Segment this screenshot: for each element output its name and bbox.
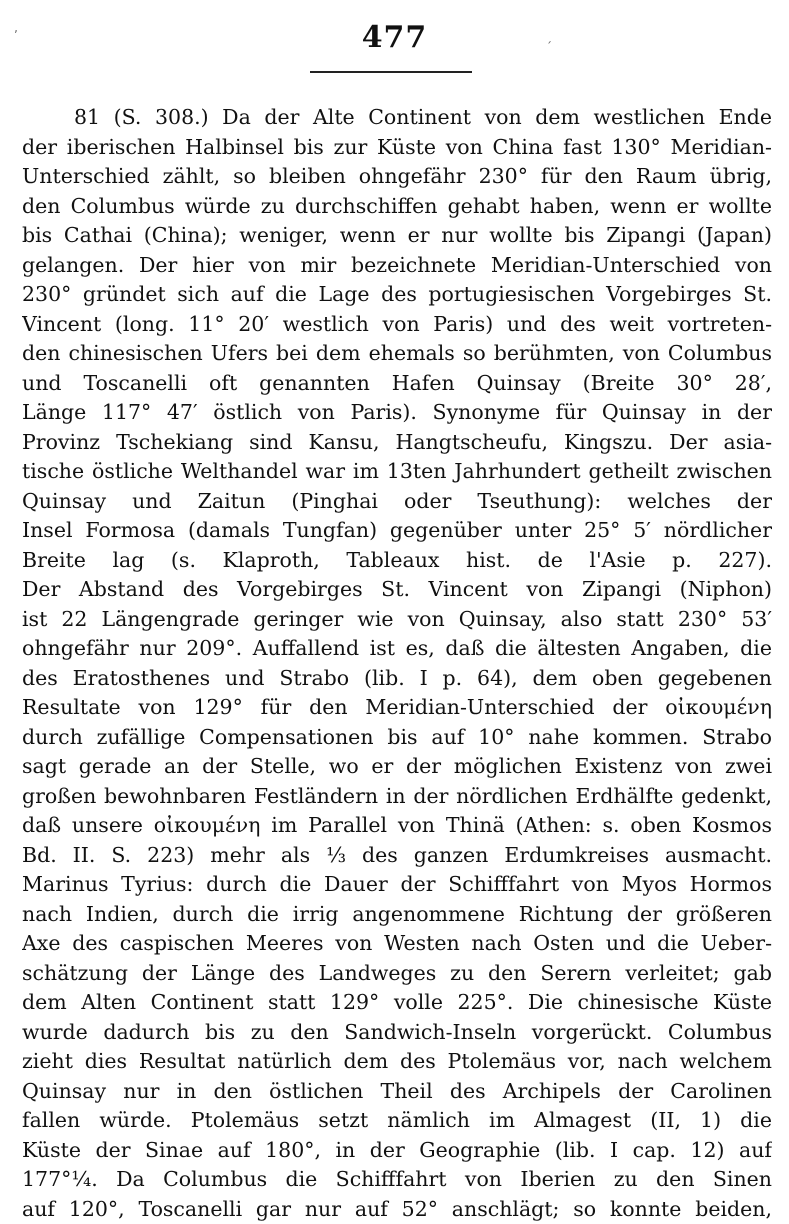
- text-line: Küste der Sinae auf 180°, in der Geographie (lib. I cap. 12) auf: [22, 1136, 772, 1166]
- text-line: den chinesischen Ufers bei dem ehemals so berühmten, von Columbus: [22, 339, 772, 369]
- text-line: 230° gründet sich auf die Lage des portugiesischen Vorgebirges St.: [22, 280, 772, 310]
- text-line: Provinz Tschekiang sind Kansu, Hangtscheufu, Kingszu. Der asia-: [22, 428, 772, 458]
- text-line: Insel Formosa (damals Tungfan) gegenüber unter 25° 5′ nördlicher: [22, 516, 772, 546]
- text-line: durch zufällige Compensationen bis auf 10° nahe kommen. Strabo: [22, 723, 772, 753]
- text-line: Quinsay und Zaitun (Pinghai oder Tseuthung): welches der: [22, 487, 772, 517]
- text-line: und Toscanelli oft genannten Hafen Quinsay (Breite 30° 28′,: [22, 369, 772, 399]
- text-line: den Columbus würde zu durchschiffen gehabt haben, wenn er wollte: [22, 192, 772, 222]
- text-line: Bd. II. S. 223) mehr als ⅓ des ganzen Erdumkreises ausmacht.: [22, 841, 772, 871]
- text-line: zieht dies Resultat natürlich dem des Ptolemäus vor, nach welchem: [22, 1047, 772, 1077]
- text-line: bis Cathai (China); weniger, wenn er nur wollte bis Zipangi (Japan): [22, 221, 772, 251]
- text-line: des Eratosthenes und Strabo (lib. I p. 64), dem oben gegebenen: [22, 664, 772, 694]
- text-line: nach Indien, durch die irrig angenommene Richtung der größeren: [22, 900, 772, 930]
- text-line: Unterschied zählt, so bleiben ohngefähr 230° für den Raum übrig,: [22, 162, 772, 192]
- text-line: Länge 117° 47′ östlich von Paris). Synonyme für Quinsay in der: [22, 398, 772, 428]
- text-line: der iberischen Halbinsel bis zur Küste von China fast 130° Meridian-: [22, 133, 772, 163]
- page-number: 477: [0, 20, 789, 55]
- text-line: schätzung der Länge des Landweges zu den Serern verleitet; gab: [22, 959, 772, 989]
- text-line: Vincent (long. 11° 20′ westlich von Paris) und des weit vortreten-: [22, 310, 772, 340]
- text-line: auf 120°, Toscanelli gar nur auf 52° anschlägt; so konnte beiden,: [22, 1195, 772, 1224]
- text-line: wurde dadurch bis zu den Sandwich-Inseln vorgerückt. Columbus: [22, 1018, 772, 1048]
- text-line: daß unsere οἰκουμένη im Parallel von Thinä (Athen: s. oben Kosmos: [22, 811, 772, 841]
- text-line: großen bewohnbaren Festländern in der nördlichen Erdhälfte gedenkt,: [22, 782, 772, 812]
- text-line: Breite lag (s. Klaproth, Tableaux hist. de l'Asie p. 227).: [22, 546, 772, 576]
- text-line: sagt gerade an der Stelle, wo er der möglichen Existenz von zwei: [22, 752, 772, 782]
- text-line: Axe des caspischen Meeres von Westen nach Osten und die Ueber-: [22, 929, 772, 959]
- text-line: Resultate von 129° für den Meridian-Unterschied der οἰκουμένη: [22, 693, 772, 723]
- text-line: Der Abstand des Vorgebirges St. Vincent von Zipangi (Niphon): [22, 575, 772, 605]
- text-line: 177°¼. Da Columbus die Schifffahrt von Iberien zu den Sinen: [22, 1165, 772, 1195]
- text-line: ist 22 Längengrade geringer wie von Quinsay, also statt 230° 53′: [22, 605, 772, 635]
- ink-speck: ˊ: [546, 40, 552, 54]
- text-line: dem Alten Continent statt 129° volle 225°. Die chinesische Küste: [22, 988, 772, 1018]
- text-line: Quinsay nur in den östlichen Theil des Archipels der Carolinen: [22, 1077, 772, 1107]
- text-line: 81 (S. 308.) Da der Alte Continent von dem westlichen Ende: [22, 103, 772, 133]
- ink-speck: ʼ: [14, 28, 18, 42]
- text-line: ohngefähr nur 209°. Auffallend ist es, daß die ältesten Angaben, die: [22, 634, 772, 664]
- text-line: Marinus Tyrius: durch die Dauer der Schifffahrt von Myos Hormos: [22, 870, 772, 900]
- text-line: tische östliche Welthandel war im 13ten Jahrhundert getheilt zwischen: [22, 457, 772, 487]
- header-rule: [310, 71, 472, 73]
- text-line: gelangen. Der hier von mir bezeichnete Meridian-Unterschied von: [22, 251, 772, 281]
- footnote-text: [22, 103, 772, 1224]
- text-line: fallen würde. Ptolemäus setzt nämlich im Almagest (II, 1) die: [22, 1106, 772, 1136]
